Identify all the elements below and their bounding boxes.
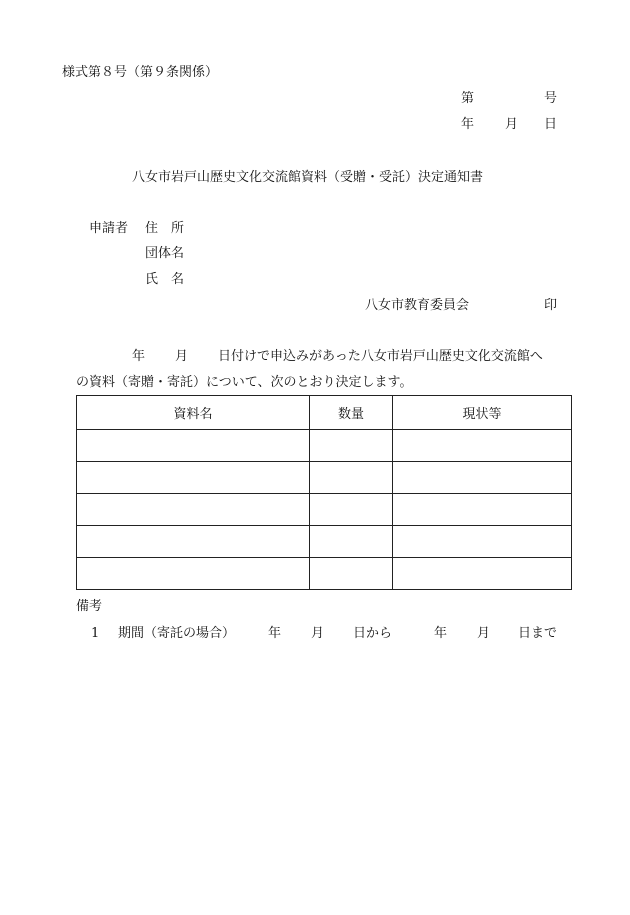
applicant-label: 申請者 [89, 221, 129, 236]
remarks-label: 備考 [76, 599, 103, 614]
cell-quantity[interactable] [310, 462, 393, 494]
cell-condition[interactable] [393, 526, 572, 558]
header-condition: 現状等 [393, 396, 572, 430]
cell-material-name[interactable] [77, 526, 310, 558]
cell-material-name[interactable] [77, 558, 310, 590]
date-year: 年 [461, 117, 475, 132]
remarks-period-label: 期間（寄託の場合） [118, 626, 236, 641]
table-row [77, 430, 572, 462]
table-row [77, 494, 572, 526]
issuer-name: 八女市教育委員会 [365, 298, 470, 313]
header-quantity: 数量 [310, 396, 393, 430]
cell-condition[interactable] [393, 494, 572, 526]
cell-condition[interactable] [393, 430, 572, 462]
cell-quantity[interactable] [310, 494, 393, 526]
remarks-item-number: 1 [91, 626, 100, 641]
materials-table [76, 395, 572, 590]
period-to-day: 日まで [518, 626, 558, 641]
cell-material-name[interactable] [77, 462, 310, 494]
seal-mark: 印 [544, 298, 558, 313]
cell-condition[interactable] [393, 462, 572, 494]
date-day: 日 [544, 117, 558, 132]
group-name-label: 団体名 [145, 246, 185, 261]
period-to-month: 月 [477, 626, 491, 641]
table-row [77, 558, 572, 590]
doc-number-dai: 第 [461, 91, 475, 106]
address-label: 住 所 [145, 221, 185, 236]
period-from-year: 年 [268, 626, 282, 641]
body-line2: の資料（寄贈・寄託）について、次のとおり決定します。 [76, 375, 413, 390]
form-label: 様式第８号（第９条関係） [62, 65, 219, 80]
cell-material-name[interactable] [77, 494, 310, 526]
body-month: 月 [175, 349, 189, 364]
body-year: 年 [132, 349, 146, 364]
table-row [77, 462, 572, 494]
cell-material-name[interactable] [77, 430, 310, 462]
date-month: 月 [505, 117, 519, 132]
body-line1: 日付けで申込みがあった八女市岩戸山歴史文化交流館へ [218, 349, 543, 364]
header-material-name: 資料名 [77, 396, 310, 430]
period-to-year: 年 [434, 626, 448, 641]
period-from-month: 月 [311, 626, 325, 641]
table-header-row [77, 396, 572, 430]
name-label: 氏 名 [145, 272, 185, 287]
cell-quantity[interactable] [310, 526, 393, 558]
cell-quantity[interactable] [310, 430, 393, 462]
cell-condition[interactable] [393, 558, 572, 590]
document-title: 八女市岩戸山歴史文化交流館資料（受贈・受託）決定通知書 [132, 170, 484, 185]
table-row [77, 526, 572, 558]
cell-quantity[interactable] [310, 558, 393, 590]
doc-number-go: 号 [544, 91, 558, 106]
period-from-day: 日から [353, 626, 393, 641]
